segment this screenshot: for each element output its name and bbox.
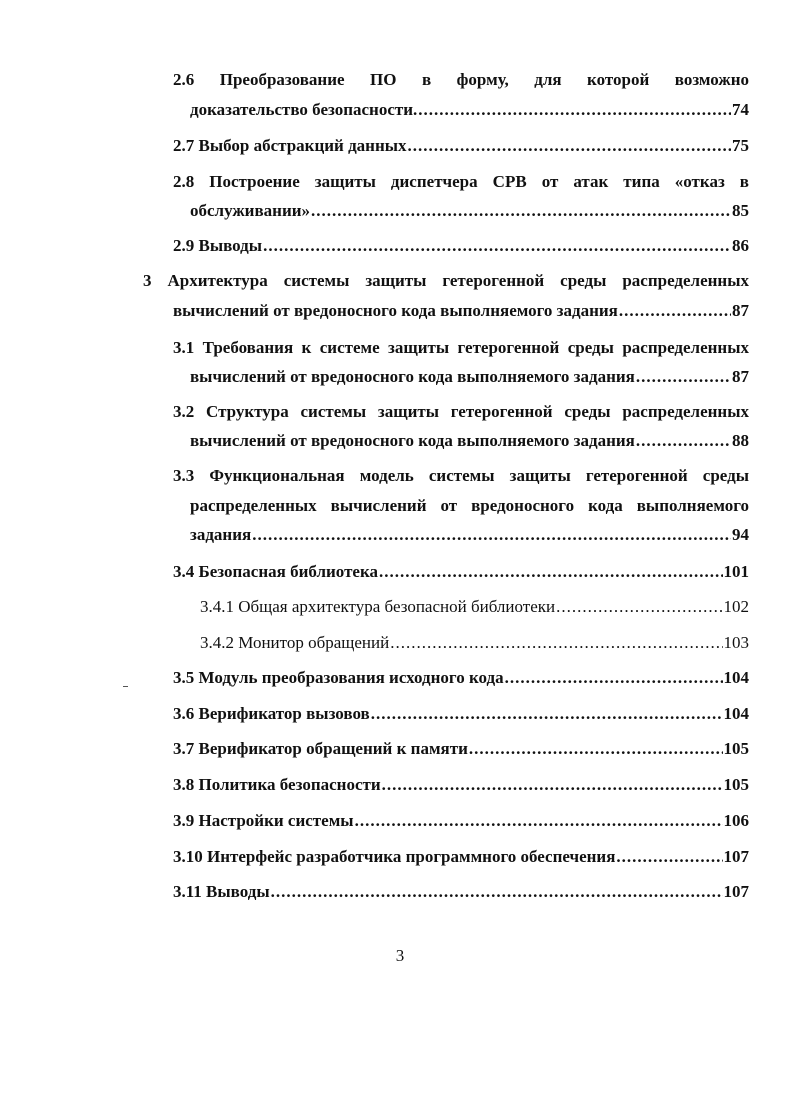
toc-entry-text: вычислений от вредоносного кода выполняемого задания [190,367,635,386]
toc-entry-3-4-1 [200,593,749,621]
dot-leader [355,807,723,835]
dot-leader [408,132,731,160]
dot-leader [636,363,731,391]
toc-entry-text: вычислений от вредоносного кода выполняемого задания [173,301,618,320]
dot-leader [636,427,731,455]
toc-entry-text: 3.8 Политика безопасности [173,775,381,794]
toc-entry-text: 3.5 Модуль преобразования исходного кода [173,668,504,687]
toc-entry-2-9 [173,232,749,260]
toc-page-number: 74 [732,100,749,119]
toc-entry-3-1-line1: 3.1 Требования к системе защиты гетерогенной среды распределенных [173,338,749,357]
toc-page-number: 88 [732,431,749,450]
toc-entry-3-3-line3 [190,521,749,549]
dot-leader [311,197,731,225]
toc-entry-text: 3.4.2 Монитор обращений [200,633,390,652]
toc-entry-3-7 [173,735,749,763]
toc-page-number: 86 [732,236,749,255]
dot-leader [505,664,723,692]
toc-entry-text: 3.9 Настройки системы [173,811,354,830]
toc-entry-3-2-line1: 3.2 Структура системы защиты гетерогенной среды распределенных [173,402,749,421]
toc-entry-2-7 [173,132,749,160]
toc-entry-2-8-line2 [190,197,749,225]
toc-entry-text: 3.4.1 Общая архитектура безопасной библиотеки [200,597,556,616]
toc-page-number: 105 [723,775,749,794]
toc-page-number: 105 [723,739,749,758]
toc-entry-text: 3.10 Интерфейс разработчика программного обеспечения [173,847,616,866]
toc-entry-3-line1: 3 Архитектура системы защиты гетерогенной среды распределенных [143,271,749,290]
toc-page-number: 107 [723,847,749,866]
toc-entry-3-4 [173,558,749,586]
toc-entry-3-6 [173,700,749,728]
dot-leader [469,735,723,763]
toc-page-number: 101 [723,562,749,581]
toc-entry-2-8-line1: 2.8 Построение защиты диспетчера СРВ от атак типа «отказ в [173,172,749,191]
toc-entry-2-6-line2 [190,96,749,124]
toc-entry-2-6-line1: 2.6 Преобразование ПО в форму, для которой возможно [173,70,749,89]
toc-page-number: 87 [732,301,749,320]
toc-entry-3-10 [173,843,749,871]
toc-page-number: 75 [732,136,749,155]
dot-leader [252,521,731,549]
toc-page-number: 107 [723,882,749,901]
dot-leader [371,700,723,728]
toc-entry-text: 3.7 Верификатор обращений к памяти [173,739,468,758]
toc-entry-3-11 [173,878,749,906]
toc-page-number: 94 [732,525,749,544]
dot-leader [619,297,731,325]
toc-entry-text: 2.7 Выбор абстракций данных [173,136,407,155]
toc-page-number: 104 [723,704,749,723]
toc-page-number: 85 [732,201,749,220]
dot-leader [418,96,731,124]
dot-leader [271,878,723,906]
dot-leader [390,629,722,657]
toc-entry-3-8 [173,771,749,799]
toc-entry-3-4-2 [200,629,749,657]
page-number: 3 [395,946,405,965]
toc-page-number: 103 [723,633,749,652]
toc-entry-text: обслуживании» [190,201,311,220]
toc-entry-3-3-line2: распределенных вычислений от вредоносного кода выполняемого [190,496,749,515]
toc-entry-text: 3.6 Верификатор вызовов [173,704,370,723]
toc-entry-3-line2 [173,297,749,325]
toc-entry-3-1-line2 [190,363,749,391]
toc-entry-text: 3.4 Безопасная библиотека [173,562,379,581]
toc-entry-3-9 [173,807,749,835]
toc-page-number: 104 [723,668,749,687]
dot-leader [382,771,723,799]
toc-page-number: 106 [723,811,749,830]
scan-artifact-mark [123,686,128,687]
toc-page-number: 87 [732,367,749,386]
toc-entry-3-5 [173,664,749,692]
toc-entry-3-2-line2 [190,427,749,455]
toc-entry-text: вычислений от вредоносного кода выполняемого задания [190,431,635,450]
dot-leader [616,843,722,871]
toc-entry-text: 3.11 Выводы [173,882,270,901]
dot-leader [263,232,731,260]
toc-entry-text: 2.9 Выводы [173,236,263,255]
toc-entry-text: доказательство безопасности. [190,100,418,119]
toc-entry-text: задания [190,525,252,544]
dot-leader [556,593,722,621]
dot-leader [379,558,722,586]
toc-page-number: 102 [723,597,749,616]
toc-entry-3-3-line1: 3.3 Функциональная модель системы защиты гетерогенной среды [173,466,749,485]
